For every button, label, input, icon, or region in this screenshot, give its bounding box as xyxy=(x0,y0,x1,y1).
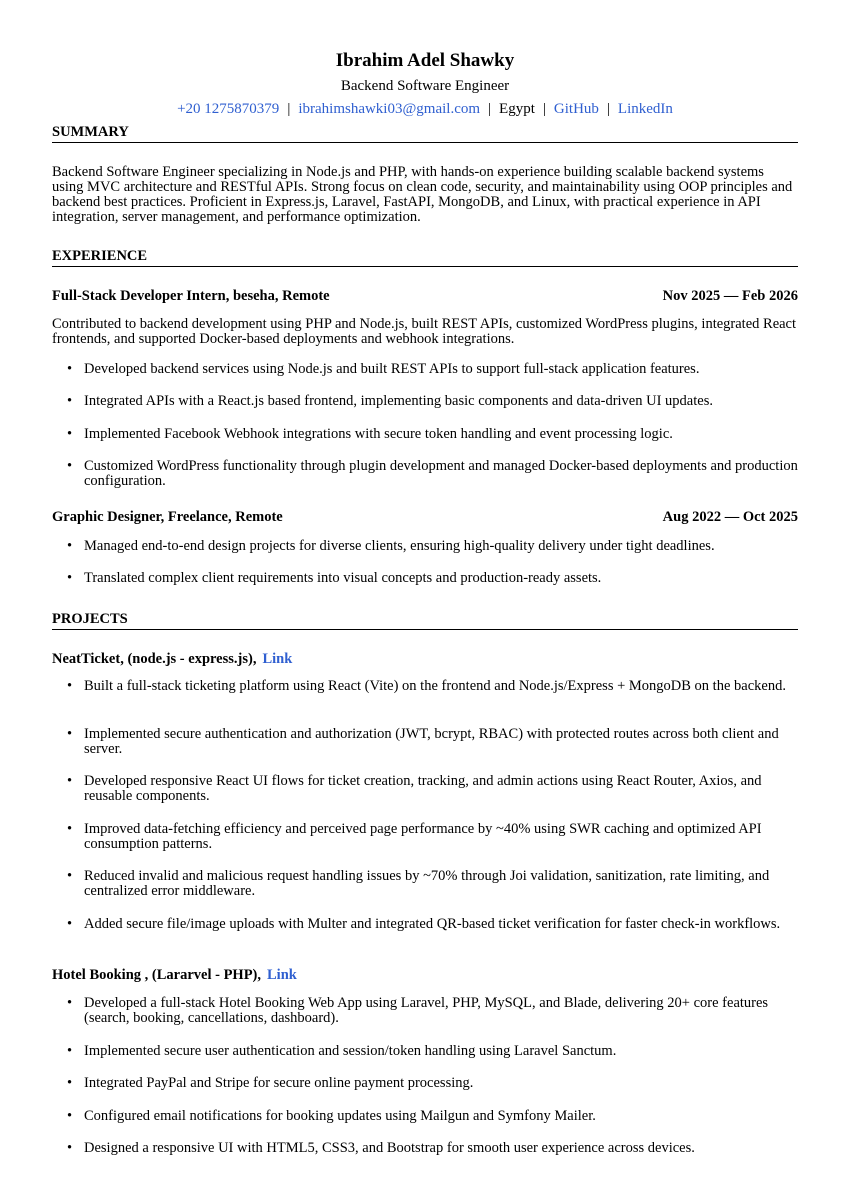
bullet-text: Translated complex client requirements into visual concepts and production-ready assets. xyxy=(84,570,602,586)
experience-description: Contributed to backend development using PHP and Node.js, built REST APIs, customized WordPress plugins, integrated React frontends, and supported Docker-based deployments and webhook integrations. xyxy=(52,316,797,347)
bullet-icon: • xyxy=(67,995,73,1011)
list-item xyxy=(67,821,798,852)
bullet-icon: • xyxy=(67,393,73,409)
bullet-text: Implemented secure user authentication and session/token handling using Laravel Sanctum. xyxy=(84,1043,617,1059)
experience-dates: Aug 2022 — Oct 2025 xyxy=(662,509,798,525)
list-item xyxy=(67,995,798,1026)
bullet-icon: • xyxy=(67,1043,73,1059)
experience-heading xyxy=(52,287,798,305)
contact-separator: | xyxy=(542,101,546,117)
bullet-icon: • xyxy=(67,570,73,586)
list-item xyxy=(67,393,798,409)
bullet-icon: • xyxy=(67,868,73,884)
phone-link[interactable]: +20 1275870379 xyxy=(177,101,280,117)
list-item xyxy=(67,570,798,586)
experience-title: Full-Stack Developer Intern, beseha, Remote xyxy=(52,288,330,304)
list-item xyxy=(67,916,798,932)
location-text: Egypt xyxy=(499,101,535,117)
section-title-summary: SUMMARY xyxy=(52,123,798,143)
email-link[interactable]: ibrahimshawki03@gmail.com xyxy=(298,101,481,117)
bullet-text: Integrated APIs with a React.js based frontend, implementing basic components and data-driven UI updates. xyxy=(84,393,713,409)
project-link[interactable]: Link xyxy=(267,967,297,983)
list-item xyxy=(67,773,798,804)
candidate-name: Ibrahim Adel Shawky xyxy=(335,50,515,71)
list-item xyxy=(67,868,798,899)
project-title: NeatTicket, (node.js - express.js), xyxy=(52,651,257,667)
bullet-icon: • xyxy=(67,426,73,442)
list-item xyxy=(67,538,798,554)
project-link[interactable]: Link xyxy=(262,651,293,667)
bullet-icon: • xyxy=(67,726,73,742)
bullet-icon: • xyxy=(67,1140,73,1156)
list-item xyxy=(67,458,798,489)
bullet-text: Developed a full-stack Hotel Booking Web App using Laravel, PHP, MySQL, and Blade, delivering 20+ core features (search, booking, cancellations, dashboard). xyxy=(84,995,769,1026)
list-item xyxy=(67,1140,798,1156)
experience-dates: Nov 2025 — Feb 2026 xyxy=(662,288,798,304)
list-item xyxy=(67,1043,798,1059)
bullet-icon: • xyxy=(67,361,73,377)
bullet-icon: • xyxy=(67,916,73,932)
bullet-icon: • xyxy=(67,538,73,554)
bullet-text: Configured email notifications for booking updates using Mailgun and Symfony Mailer. xyxy=(84,1108,596,1124)
project-title: Hotel Booking , (Lararvel - PHP), xyxy=(52,967,262,983)
bullet-text: Managed end-to-end design projects for diverse clients, ensuring high-quality delivery under tight deadlines. xyxy=(84,538,715,554)
contact-separator: | xyxy=(488,101,492,117)
bullet-text: Customized WordPress functionality through plugin development and managed Docker-based deployments and production configuration. xyxy=(84,458,798,489)
contact-separator: | xyxy=(287,101,291,117)
bullet-text: Added secure file/image uploads with Multer and integrated QR-based ticket verification for faster check-in workflows. xyxy=(84,916,781,932)
project-heading xyxy=(52,966,798,984)
contact-line xyxy=(52,99,798,119)
bullet-text: Improved data-fetching efficiency and perceived page performance by ~40% using SWR caching and optimized API consumption patterns. xyxy=(84,821,762,852)
bullet-text: Reduced invalid and malicious request handling issues by ~70% through Joi validation, sanitization, rate limiting, and centralized error middleware. xyxy=(84,868,770,899)
linkedin-link[interactable]: LinkedIn xyxy=(617,101,673,117)
section-title-projects: PROJECTS xyxy=(52,610,798,630)
project-heading xyxy=(52,650,798,668)
bullet-text: Built a full-stack ticketing platform using React (Vite) on the frontend and Node.js/Express + MongoDB on the backend. xyxy=(84,678,786,694)
bullet-text: Implemented secure authentication and authorization (JWT, bcrypt, RBAC) with protected routes across both client and server. xyxy=(84,726,779,757)
bullet-icon: • xyxy=(67,458,73,474)
summary-text: Backend Software Engineer specializing in Node.js and PHP, with hands-on experience building scalable backend systems using MVC architecture and RESTful APIs. Strong focus on clean code, security, and maintainability using OOP principles and backend best practices. Proficient in Express.js, Laravel, FastAPI, MongoDB, and Linux, with practical experience in API integration, server management, and performance optimization. xyxy=(52,164,793,225)
bullet-text: Developed backend services using Node.js and built REST APIs to support full-stack application features. xyxy=(84,361,700,377)
list-item xyxy=(67,361,798,377)
contact-separator: | xyxy=(606,101,610,117)
bullet-icon: • xyxy=(67,1075,73,1091)
section-title-experience: EXPERIENCE xyxy=(52,247,798,267)
bullet-icon: • xyxy=(67,773,73,789)
list-item xyxy=(67,426,798,442)
bullet-text: Developed responsive React UI flows for ticket creation, tracking, and admin actions using React Router, Axios, and reusable components. xyxy=(84,773,762,804)
bullet-icon: • xyxy=(67,678,73,694)
bullet-text: Designed a responsive UI with HTML5, CSS3, and Bootstrap for smooth user experience across devices. xyxy=(84,1140,695,1156)
bullet-text: Implemented Facebook Webhook integrations with secure token handling and event processing logic. xyxy=(84,426,673,442)
list-item xyxy=(67,1108,798,1124)
bullet-icon: • xyxy=(67,821,73,837)
list-item xyxy=(67,726,798,757)
experience-heading xyxy=(52,508,798,526)
bullet-text: Integrated PayPal and Stripe for secure online payment processing. xyxy=(84,1075,474,1091)
list-item xyxy=(67,678,798,694)
experience-title: Graphic Designer, Freelance, Remote xyxy=(52,509,283,525)
candidate-role: Backend Software Engineer xyxy=(340,78,510,94)
list-item xyxy=(67,1075,798,1091)
github-link[interactable]: GitHub xyxy=(553,101,599,117)
bullet-icon: • xyxy=(67,1108,73,1124)
